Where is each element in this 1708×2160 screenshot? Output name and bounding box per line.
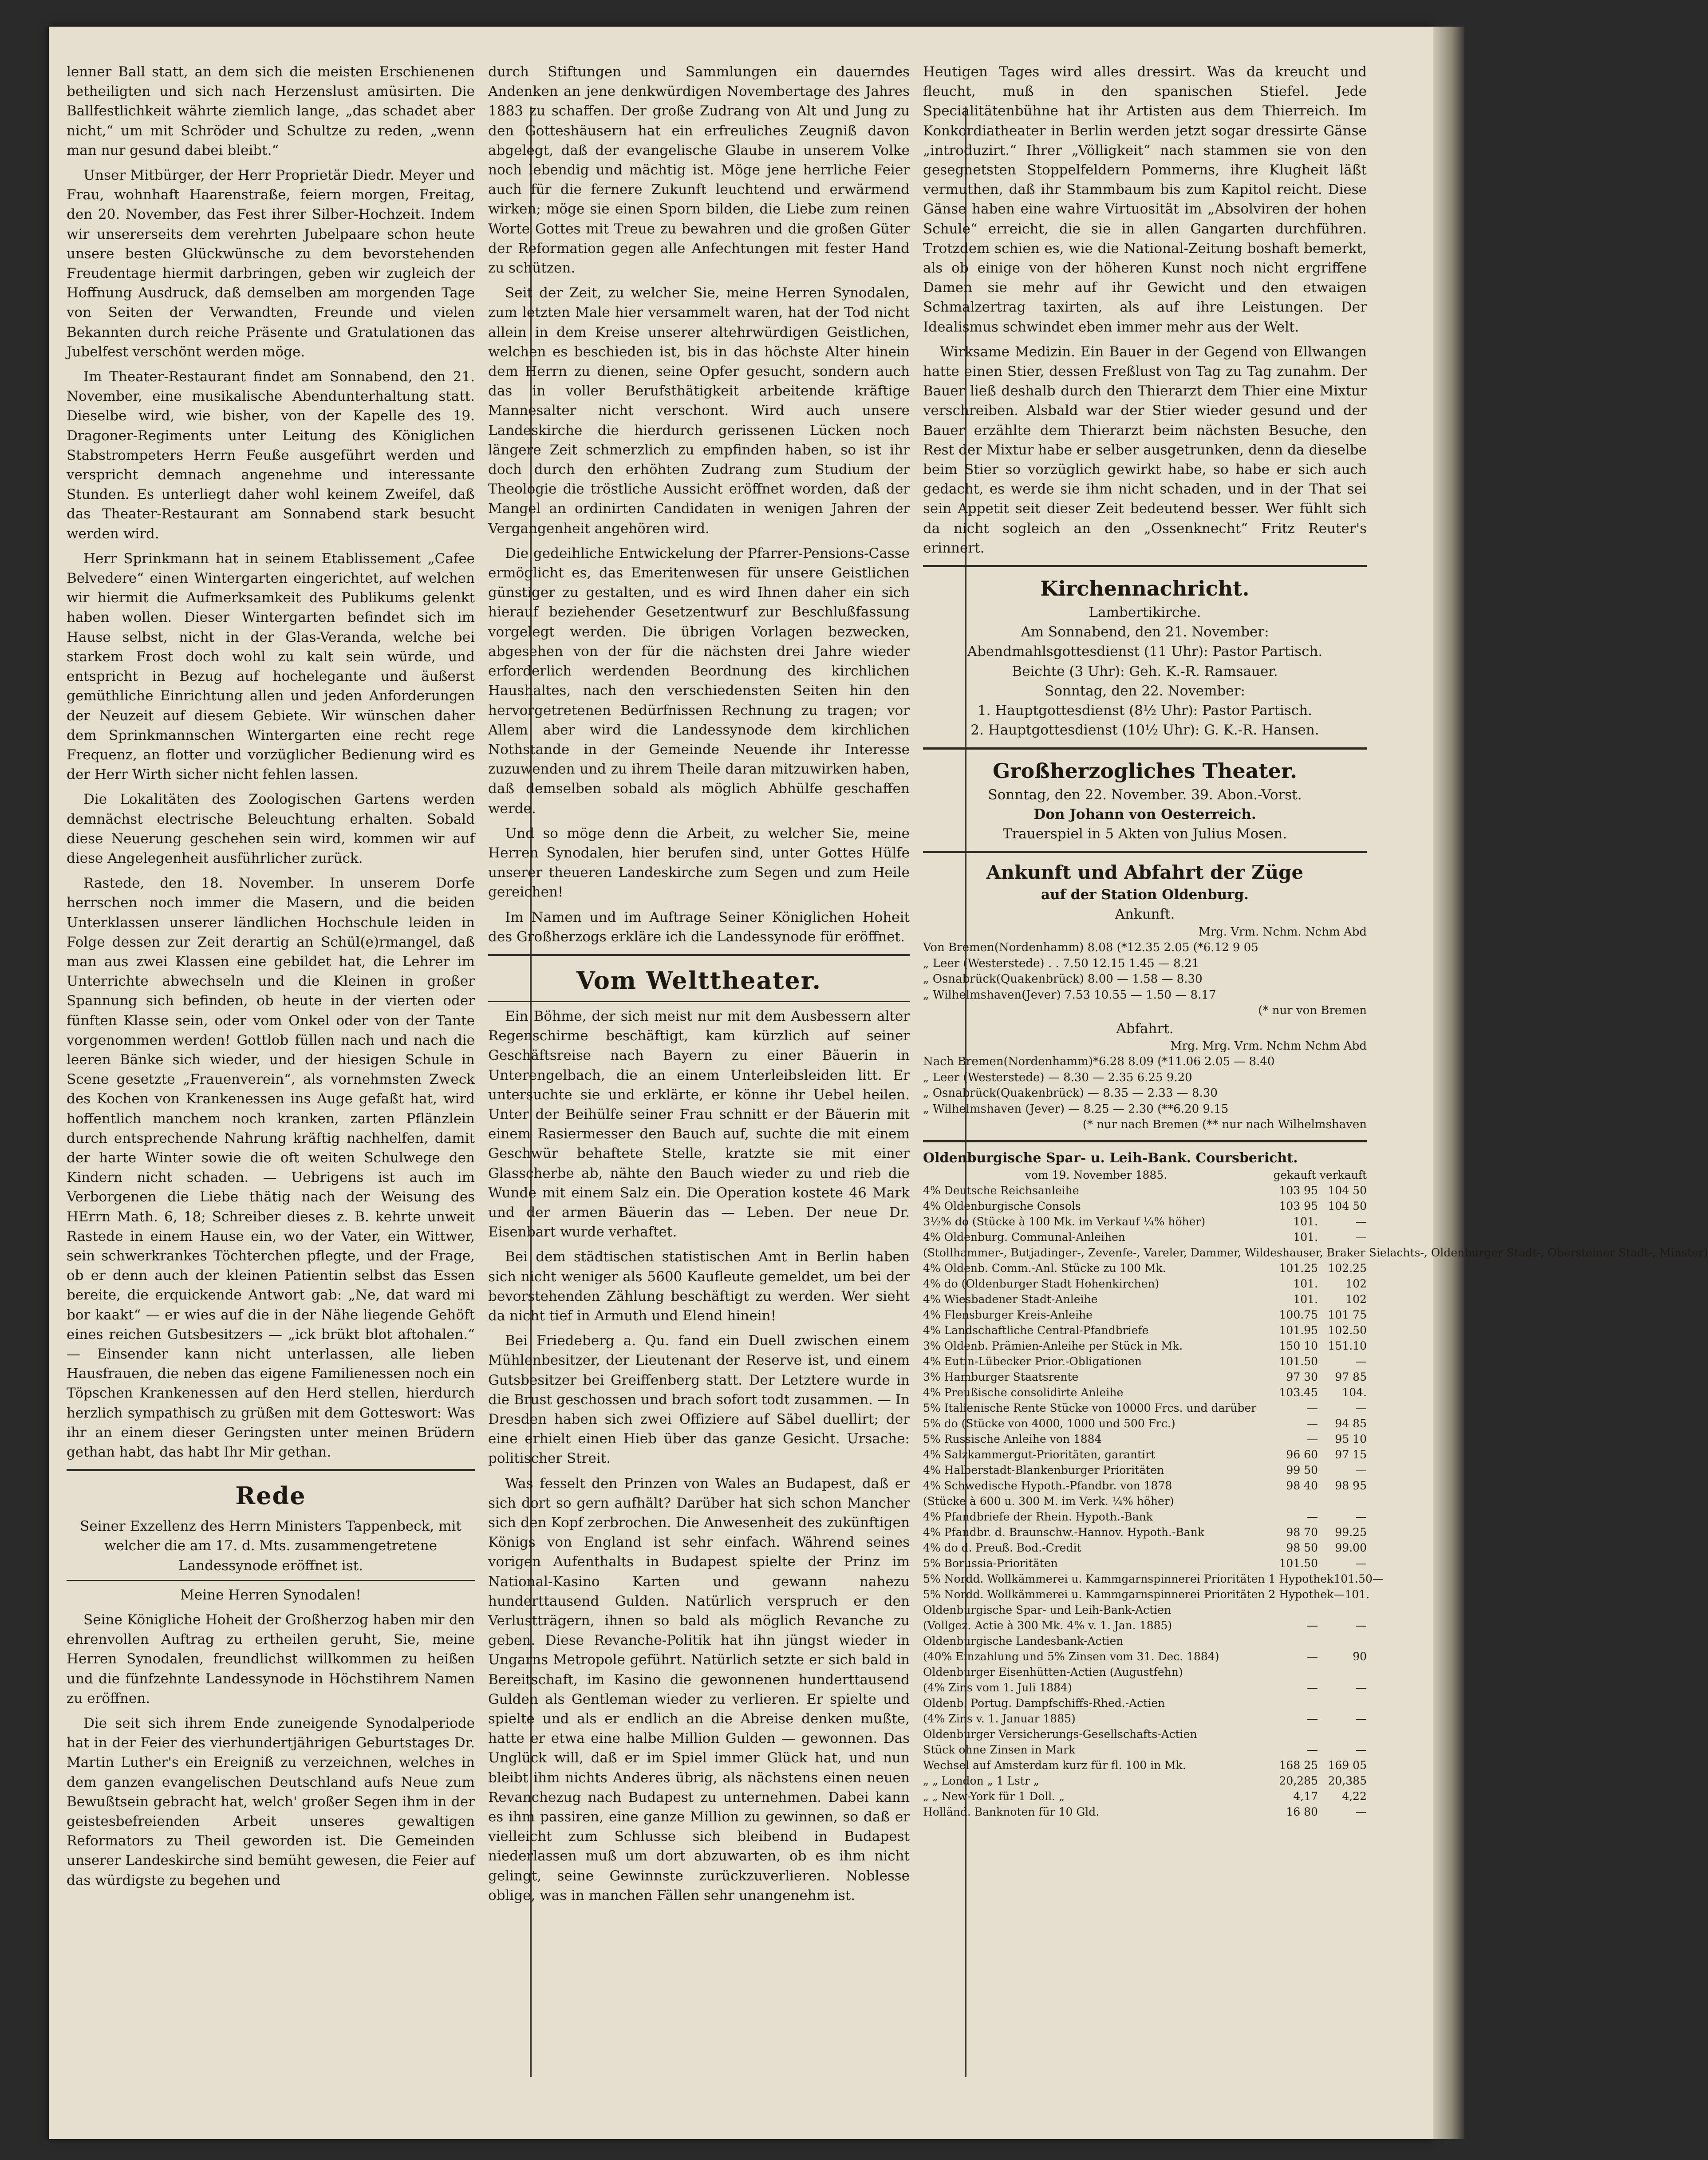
course-name: 4% Eutin-Lübecker Prior.-Obligationen xyxy=(923,1354,1142,1368)
rede-paragraph: Seine Königliche Hoheit der Großherzog haben mir den ehrenvollen Auftrag zu ertheilen geruht, Sie, meine Herren Synodalen, freundlichst willkommen zu heißen und die fünfzehnte Landessynode in Höchstihrem Namen zu eröffnen. xyxy=(67,1612,475,1706)
course-bought: 103 95 xyxy=(1279,1184,1318,1197)
course-bought: 101.25 xyxy=(1279,1261,1318,1275)
theater-line: Trauerspiel in 5 Akten von Julius Mosen. xyxy=(1002,825,1287,842)
course-sold: — xyxy=(1356,1230,1367,1244)
train-row: „ Leer (Westerstede) . . 7.50 12.15 1.45 — 8.21 xyxy=(923,956,1199,970)
course-row xyxy=(923,1540,1367,1556)
course-bought: 101.50 xyxy=(1279,1556,1318,1570)
course-sold: 101. xyxy=(1345,1587,1370,1601)
train-row: Von Bremen(Nordenhamm) 8.08 (*12.35 2.05 (*6.12 9 05 xyxy=(923,941,1258,955)
train-note: (* nur von Bremen xyxy=(1258,1004,1367,1018)
course-bought: 101. xyxy=(1293,1277,1318,1290)
course-name: 4% Oldenb. Comm.-Anl. Stücke zu 100 Mk. xyxy=(923,1261,1166,1275)
rede-paragraph: Und so möge denn die Arbeit, zu welcher Sie, meine Herren Synodalen, hier berufen sind, unter Gottes Hülfe unserer theueren Landeskirche zum Segen und zum Heile gereichen! xyxy=(488,825,910,900)
course-name: (40% Einzahlung und 5% Zinsen vom 31. Dec. 1884) xyxy=(923,1650,1219,1663)
theater-line: Sonntag, den 22. November. 39. Abon.-Vorst. xyxy=(988,786,1302,803)
course-sold: — xyxy=(1356,1215,1367,1228)
column-1 xyxy=(67,62,475,1895)
church-name: Lambertikirche. xyxy=(1089,604,1201,621)
course-bought: 101.50 xyxy=(1279,1354,1318,1368)
course-report-date: vom 19. November 1885. xyxy=(1025,1168,1168,1181)
rede-paragraph: durch Stiftungen und Sammlungen ein dauerndes Andenken an jene denkwürdigen Novembertage des Jahres 1883 zu schaffen. Der große Zudrang von Alt und Jung zu den Gotteshäusern hat ein erfreuliches Zeugniß davon abgelegt, daß der evangelische Glaube in unserem Volke noch lebendig und mächtig ist. Möge jene herrliche Feier auch für die fernere Zukunft leuchtend und erwärmend wirken; möge sie einen Sporn bilden, die Liebe zum reinen Worte Gottes mit Treue zu bewahren und die großen Güter der Reformation gegen alle Anfechtungen mit fester Hand zu schützen. xyxy=(488,64,910,276)
news-paragraph: Heutigen Tages wird alles dressirt. Was da kreucht und fleucht, muß in den spanischen Stiefel. Jede Specialitätenbühne hat ihr Artisten aus dem Thierreich. Im Konkordiatheater in Berlin werden jetzt sogar dressirte Gänse „introduzirt.“ Ihrer „Völligkeit“ nach stammen sie von den gesegnetsten Stoppelfeldern Pommerns, ihre Klugheit läßt vermuthen, daß ihr Stammbaum bis zum Kapitol reicht. Diese Gänse haben eine wahre Virtuosität im „Absolviren der hohen Schule“ erreicht, die sie in allen Gangarten durchführen. Trotzdem schien es, wie die National-Zeitung boshaft bemerkt, als ob einige von der höheren Kunst noch nicht ergriffene Damen sie mehr auf ihr Gewicht und den etwaigen Schmalzertrag taxirten, als auf ihre Leistungen. Der Idealismus schwindet eben immer mehr aus der Welt. xyxy=(923,64,1367,335)
course-bought: 98 70 xyxy=(1286,1525,1318,1539)
train-row: „ Leer (Westerstede) — 8.30 — 2.35 6.25 9.20 xyxy=(923,1070,1192,1084)
rede-title: Rede xyxy=(235,1481,306,1510)
course-row xyxy=(923,1587,1370,1602)
course-sold: 90 xyxy=(1353,1650,1367,1663)
course-bought: 101. xyxy=(1293,1292,1318,1306)
course-name: 3½% do (Stücke à 100 Mk. im Verkauf ¼% höher) xyxy=(923,1215,1206,1228)
course-bought: 97 30 xyxy=(1286,1370,1318,1383)
course-sold: 98 95 xyxy=(1335,1479,1367,1492)
course-sold: — xyxy=(1372,1572,1384,1585)
train-column-header: Mrg. Mrg. Vrm. Nchm Nchm Abd xyxy=(1170,1039,1367,1053)
course-name: (4% Zins vom 1. Juli 1884) xyxy=(923,1681,1072,1694)
course-row xyxy=(923,1354,1367,1369)
course-name: Oldenburger Versicherungs-Gesellschafts-Actien xyxy=(923,1727,1197,1741)
course-sold: 99.25 xyxy=(1335,1525,1367,1539)
course-row xyxy=(923,1198,1367,1214)
course-bought: 20,285 xyxy=(1279,1774,1318,1787)
theater-notice xyxy=(923,757,1367,844)
rede-paragraph: Im Namen und im Auftrage Seiner Königlichen Hoheit des Großherzogs erkläre ich die Landessynode für eröffnet. xyxy=(488,909,910,945)
course-sold: 102 xyxy=(1345,1277,1367,1290)
course-bought: — xyxy=(1307,1743,1318,1756)
course-report xyxy=(923,1149,1708,1820)
train-row: „ Wilhelmshaven(Jever) 7.53 10.55 — 1.50 — 8.17 xyxy=(923,988,1216,1002)
course-row xyxy=(923,1183,1367,1198)
course-row xyxy=(923,1509,1367,1524)
course-sold: — xyxy=(1356,1712,1367,1725)
course-row xyxy=(923,1742,1367,1757)
course-bought: 101.50 xyxy=(1333,1572,1373,1585)
course-sold xyxy=(1318,1695,1367,1711)
article-paragraph: Rastede, den 18. November. In unserem Dorfe herrschen noch immer die Masern, und die beiden Unterklassen unserer ländlichen Hochschule leiden in Folge dessen zur Zeit derartig an Schül(e)rmangel, daß man aus zwei Klassen eine gebildet hat, die Lehrer im Unterrichte abwechseln und die Kleinen in großer Spannung sich befinden, ob heute in der vierten oder fünften Klasse sein, oder vom Onkel oder von der Tante vorgenommen werden! Gottlob füllen nach und nach die leeren Bänke sich wieder, und der hiesigen Schule in Scene gesetzte „Frauenverein“, als vornehmsten Zweck des Kochen von Krankenessen ins Auge gefaßt hat, wird hoffentlich manchem noch kranken, zarten Pflänzlein durch entsprechende Nahrung kräftig nachhelfen, damit der harte Winter sowie die oft weiten Schulwege den Kindern nicht schaden. — Uebrigens ist auch im Verborgenen die Liebe thätig nach der Weisung des HErrn Math. 6, 18; Schreiber dieses z. B. kehrte unweit Rastede in einem Hause ein, wo der Vater, ein Wittwer, sein schwerkrankes Töchterchen pflegte, und der Frage, ob er denn auch der kleinen Patientin selbst das Essen bereite, die erquickende Antwort gab: „Ne, dat ward mi bor kaakt“ — er wies auf die in der Nähe liegende Gehöft eines reichen Gutsbesitzers — „ick brükt blot aftohalen.“ — Einsender kann nicht unterlassen, alle lieben Hausfrauen, die neben das eigene Familienessen noch ein Töpschen Krankenessen auf den Herd stellen, hierdurch herzlich sympathisch zu grüßen mit dem Gotteswort: Was ihr an einem dieser Geringsten unter meinen Brüdern gethan habt, das habt Ihr Mir gethan. xyxy=(67,875,475,1461)
course-bought: — xyxy=(1307,1401,1318,1414)
course-row xyxy=(923,1556,1367,1571)
course-name: 4% Oldenburgische Consols xyxy=(923,1199,1081,1212)
course-name: 4% Landschaftliche Central-Pfandbriefe xyxy=(923,1323,1149,1337)
course-name: Wechsel auf Amsterdam kurz für fl. 100 in Mk. xyxy=(923,1758,1186,1772)
church-line: Am Sonnabend, den 21. November: xyxy=(1021,624,1269,640)
course-sold: — xyxy=(1356,1510,1367,1523)
rede-paragraph: Die seit sich ihrem Ende zuneigende Synodalperiode hat in der Feier des vierhundertjährigen Geburtstages Dr. Martin Luther's ein Ereigniß zu verzeichnen, welches in dem ganzen evangelischen Deutschland aufs Neue zum Bewußtsein gebracht hat, welch' großer Segen ihm in der geistesbefreienden Arbeit unseres gewaltigen Reformators zu Theil geworden ist. Die Gemeinden unserer Landeskirche sind bemüht gewesen, die Feier auf das würdigste zu begehen und xyxy=(67,1715,475,1888)
course-bought: 103.45 xyxy=(1279,1386,1318,1399)
course-sold: 95 10 xyxy=(1335,1432,1367,1445)
course-bought: — xyxy=(1307,1432,1318,1445)
course-row xyxy=(923,1229,1367,1245)
course-sold: 20,385 xyxy=(1328,1774,1367,1787)
course-bought xyxy=(1269,1726,1318,1742)
course-bought: — xyxy=(1307,1681,1318,1694)
course-bought: — xyxy=(1307,1417,1318,1430)
course-row xyxy=(923,1571,1384,1587)
course-row xyxy=(923,1385,1367,1400)
arrival-header: Ankunft. xyxy=(1115,906,1175,923)
course-bought: — xyxy=(1307,1619,1318,1632)
course-sold: 104 50 xyxy=(1328,1184,1367,1197)
course-name: 3% Hamburger Staatsrente xyxy=(923,1370,1079,1383)
course-row xyxy=(923,1276,1367,1291)
course-row xyxy=(923,1711,1367,1726)
train-row: „ Osnabrück(Quakenbrück) — 8.35 — 2.33 — 8.30 xyxy=(923,1086,1218,1100)
course-report-columns: gekauft verkauft xyxy=(1273,1168,1367,1181)
course-sold: 169 05 xyxy=(1328,1758,1367,1772)
course-row xyxy=(923,1664,1367,1680)
course-name: 4% Schwedische Hypoth.-Pfandbr. von 1878 xyxy=(923,1479,1172,1492)
course-row xyxy=(923,1291,1367,1307)
course-bought: 101.95 xyxy=(1279,1323,1318,1337)
course-row xyxy=(923,1789,1367,1804)
course-sold xyxy=(1318,1664,1367,1680)
course-name: 4% Halberstadt-Blankenburger Prioritäten xyxy=(923,1463,1164,1477)
train-column-header: Mrg. Vrm. Nchm. Nchm Abd xyxy=(1199,925,1367,939)
course-sold xyxy=(1318,1602,1367,1618)
course-name: 5% Nordd. Wollkämmerei u. Kammgarnspinnerei Prioritäten 2 Hypothek xyxy=(923,1587,1334,1601)
course-sold: 4,22 xyxy=(1342,1789,1367,1803)
course-name: Oldenb. Portug. Dampfschiffs-Rhed.-Actien xyxy=(923,1696,1165,1710)
course-table xyxy=(923,1183,1708,1820)
course-sold: 102.25 xyxy=(1328,1261,1367,1275)
section-divider xyxy=(488,954,910,956)
course-row xyxy=(923,1680,1367,1695)
course-row xyxy=(923,1618,1367,1633)
course-bought: 168 25 xyxy=(1279,1758,1318,1772)
course-row xyxy=(923,1400,1367,1416)
rede-paragraph: Seit der Zeit, zu welcher Sie, meine Herren Synodalen, zum letzten Male hier versammelt waren, hat der Tod nicht allein in dem Kreise unserer altehrwürdigen Geistlichen, welchen es beschieden ist, bis in das höchste Alter hinein dem Herrn zu dienen, seine Opfer gesucht, sondern auch das in voller Berufsthätigkeit arbeitende kräftige Mannesalter nicht verschont. Wird auch unsere Landeskirche die hierdurch gerissenen Lücken noch längere Zeit schmerzlich zu empfinden haben, so ist ihr doch durch den erhöhten Zudrang zum Studium der Theologie die tröstliche Aussicht eröffnet worden, daß der Mangel an ordinirten Candidaten in wenigen Jahren der Vergangenheit angehören wird. xyxy=(488,285,910,537)
course-name: 5% Italienische Rente Stücke von 10000 Frcs. und darüber xyxy=(923,1401,1257,1414)
section-divider xyxy=(923,1140,1367,1142)
course-name: 5% Borussia-Prioritäten xyxy=(923,1556,1058,1570)
church-notice xyxy=(923,574,1367,740)
course-name: 4% Salzkammergut-Prioritäten, garantirt xyxy=(923,1448,1156,1461)
course-sold: 99.00 xyxy=(1335,1541,1367,1554)
church-line: 2. Hauptgottesdienst (10½ Uhr): G. K.-R. Hansen. xyxy=(970,722,1319,738)
course-bought: 101. xyxy=(1293,1230,1318,1244)
church-line: Sonntag, den 22. November: xyxy=(1045,683,1245,699)
course-sold: — xyxy=(1356,1619,1367,1632)
article-paragraph: Herr Sprinkmann hat in seinem Etablissement „Cafee Belvedere“ einen Wintergarten eingerichtet, auf welchen wir hiermit die Aufmerksamkeit des Publikums gelenkt haben wollen. Dieser Wintergarten befindet sich im Hause selbst, nicht in der Glas-Veranda, welche bei starkem Frost doch wohl zu kalt sein würde, und entspricht in Bezug auf hochelegante und äußerst gemüthliche Einrichtung allen und jeden Anforderungen der Neuzeit auf diesem Gebiete. Wir wünschen daher dem Sprinkmannschen Wintergarten eine recht rege Frequenz, an flotter und vorzüglicher Bedienung wird es der Herr Wirth sicher nicht fehlen lassen. xyxy=(67,550,475,783)
course-sold: — xyxy=(1356,1681,1367,1694)
course-report-title: Oldenburgische Spar- u. Leih-Bank. Coursbericht. xyxy=(923,1150,1298,1166)
course-sold xyxy=(1318,1493,1367,1509)
news-paragraph: Wirksame Medizin. Ein Bauer in der Gegend von Ellwangen hatte einen Stier, dessen Freßlust von Tag zu Tag zunahm. Der Bauer ließ deshalb durch den Thierarzt dem Thier eine Mixtur verschreiben. Alsbald war der Stier wieder gesund und der Bauer erzählte dem Thierarzt beim nächsten Besuche, den Rest der Mixtur habe er selber ausgetrunken, denn da dieselbe beim Stier so vorzüglich gewirkt habe, so habe er sich auch gedacht, es werde sie ihm nicht schaden, und in der That sei sein Appetit seit dieser Zeit bedeutend besser. Wer fühlt sich da nicht sogleich an den „Ossenknecht“ Fritz Reuter's erinnert. xyxy=(923,344,1367,556)
course-bought xyxy=(1269,1602,1318,1618)
article-paragraph: Im Theater-Restaurant findet am Sonnabend, den 21. November, eine musikalische Abendunterhaltung statt. Dieselbe wird, wie bisher, von der Kapelle des 19. Dragoner-Regiments unter Leitung des Königlichen Stabstrompeters Herrn Feuße ausgeführt werden und verspricht demnach angenehme und interessante Stunden. Es unterliegt daher wohl keinem Zweifel, daß das Theater-Restaurant am Sonnabend stark besucht werden wird. xyxy=(67,369,475,542)
church-notice-title: Kirchennachricht. xyxy=(1040,577,1250,601)
course-name: Holländ. Banknoten für 10 Gld. xyxy=(923,1805,1100,1818)
news-paragraph: Bei dem städtischen statistischen Amt in Berlin haben sich nicht weniger als 5600 Kaufleute gemeldet, um bei der bevorstehenden Zählung beschäftigt zu werden. Wer sieht da nicht tief in Armuth und Elend hinein! xyxy=(488,1249,910,1324)
course-sold: 97 15 xyxy=(1335,1448,1367,1461)
course-row xyxy=(923,1695,1367,1711)
course-bought: 101. xyxy=(1293,1215,1318,1228)
course-bought xyxy=(1269,1633,1318,1649)
course-row xyxy=(923,1338,1367,1354)
course-sold: 104. xyxy=(1342,1386,1367,1399)
course-row xyxy=(923,1602,1367,1618)
course-sold: 94 85 xyxy=(1335,1417,1367,1430)
course-sold: — xyxy=(1356,1463,1367,1477)
church-line: 1. Hauptgottesdienst (8½ Uhr): Pastor Partisch. xyxy=(977,703,1313,719)
course-name: Oldenburgische Spar- und Leih-Bank-Actien xyxy=(923,1603,1172,1616)
course-row xyxy=(923,1214,1367,1229)
course-row xyxy=(923,1307,1367,1323)
course-name: 4% Pfandbriefe der Rhein. Hypoth.-Bank xyxy=(923,1510,1153,1523)
course-name: 4% do (Oldenburger Stadt Hohenkirchen) xyxy=(923,1277,1160,1290)
course-sold: 97 85 xyxy=(1335,1370,1367,1383)
course-row xyxy=(923,1245,1708,1260)
course-name: 4% do d. Preuß. Bod.-Credit xyxy=(923,1541,1081,1554)
course-name: (Stollhammer-, Butjadinger-, Zevenfe-, Vareler, Dammer, Wildeshauser, Braker Sielachts-, Oldenburger Stadt-, Obersteiner Stadt-, Minster) xyxy=(923,1246,1708,1259)
course-bought xyxy=(1269,1664,1318,1680)
train-title: Ankunft und Abfahrt der Züge xyxy=(986,861,1304,884)
course-bought: 16 80 xyxy=(1286,1805,1318,1818)
course-row xyxy=(923,1447,1367,1462)
course-row xyxy=(923,1260,1367,1276)
course-bought: 4,17 xyxy=(1293,1789,1318,1803)
course-row xyxy=(923,1478,1367,1493)
rede-salutation: Meine Herren Synodalen! xyxy=(180,1587,361,1603)
course-row xyxy=(923,1323,1367,1338)
section-divider xyxy=(923,565,1367,567)
course-name: (Stücke à 600 u. 300 M. im Verk. ¼% höher) xyxy=(923,1494,1174,1508)
course-name: 4% Deutsche Reichsanleihe xyxy=(923,1184,1079,1197)
train-row: Nach Bremen(Nordenhamm)*6.28 8.09 (*11.06 2.05 — 8.40 xyxy=(923,1055,1275,1069)
course-sold: 151.10 xyxy=(1328,1339,1367,1352)
church-line: Abendmahlsgottesdienst (11 Uhr): Pastor Partisch. xyxy=(967,644,1323,660)
course-name: 4% Wiesbadener Stadt-Anleihe xyxy=(923,1292,1098,1306)
course-name: 4% Oldenburg. Communal-Anleihen xyxy=(923,1230,1126,1244)
course-sold: — xyxy=(1356,1556,1367,1570)
divider xyxy=(488,1001,910,1002)
article-paragraph: Unser Mitbürger, der Herr Proprietär Diedr. Meyer und Frau, wohnhaft Haarenstraße, feiern morgen, Freitag, den 20. November, das Fest ihrer Silber-Hochzeit. Indem wir unsererseits dem verehrten Jubelpaare schon heute unsere besten Glückwünsche zu dem bevorstehenden Freudentage hiermit darbringen, geben wir zugleich der Hoffnung Ausdruck, daß demselben am morgenden Tage von Seiten der Verwandten, Freunde und vielen Bekannten durch reiche Präsente und Gratulationen das Jubelfest verschönt werden möge. xyxy=(67,167,475,360)
course-name: 4% Pfandbr. d. Braunschw.-Hannov. Hypoth.-Bank xyxy=(923,1525,1204,1539)
course-report-subheader xyxy=(923,1167,1367,1183)
course-bought: 98 50 xyxy=(1286,1541,1318,1554)
course-sold: 104 50 xyxy=(1328,1199,1367,1212)
course-row xyxy=(923,1493,1367,1509)
church-line: Beichte (3 Uhr): Geh. K.-R. Ramsauer. xyxy=(1012,663,1278,679)
course-bought: 150 10 xyxy=(1279,1339,1318,1352)
course-row xyxy=(923,1804,1367,1820)
course-name: 5% Russische Anleihe von 1884 xyxy=(923,1432,1102,1445)
course-bought: — xyxy=(1307,1650,1318,1663)
course-bought: — xyxy=(1333,1587,1345,1601)
course-name: (4% Zins v. 1. Januar 1885) xyxy=(923,1712,1076,1725)
rede-subtitle: Seiner Exzellenz des Herrn Ministers Tappenbeck, mit welcher die am 17. d. Mts. zusammengetretene Landessynode eröffnet ist. xyxy=(80,1518,462,1574)
course-bought: — xyxy=(1307,1712,1318,1725)
train-schedule xyxy=(923,860,1367,1133)
news-paragraph: Bei Friedeberg a. Qu. fand ein Duell zwischen einem Mühlenbesitzer, der Lieutenant der Reserve ist, und einem Gutsbesitzer bei Greiffenberg statt. Der Letztere wurde in die Brust geschossen und brach sofort todt zusammen. — In Dresden haben sich zwei Offiziere auf Säbel duellirt; der eine erhielt einen Hieb über das ganze Gesicht. Ursache: politischer Streit. xyxy=(488,1333,910,1467)
course-row xyxy=(923,1431,1367,1447)
column-2 xyxy=(488,62,910,1911)
course-sold: — xyxy=(1356,1354,1367,1368)
course-row xyxy=(923,1757,1367,1773)
course-name: Oldenburger Eisenhütten-Actien (Augustfehn) xyxy=(923,1665,1183,1678)
course-row xyxy=(923,1649,1367,1664)
course-name: 4% Flensburger Kreis-Anleihe xyxy=(923,1308,1093,1321)
course-name: 3% Oldenb. Prämien-Anleihe per Stück in Mk. xyxy=(923,1339,1183,1352)
course-bought: 98 40 xyxy=(1286,1479,1318,1492)
section-divider xyxy=(923,851,1367,853)
course-row xyxy=(923,1369,1367,1385)
course-sold: — xyxy=(1356,1743,1367,1756)
departure-header: Abfahrt. xyxy=(1116,1020,1174,1037)
theater-play: Don Johann von Oesterreich. xyxy=(1033,806,1256,822)
news-paragraph: Was fesselt den Prinzen von Wales an Budapest, daß er sich dort so gern aufhält? Darüber hat sich schon Mancher sich den Kopf zerbrochen. Die Anwesenheit des zukünftigen Königs von England ist sehr einfach. Während seines vorigen Aufenthalts in Budapest spielte der Prinz im National-Kasino Karten und gewann nahezu hunderttausend Gulden. Natürlich verspruch er den Verlustträgern, ihnen so bald als möglich Revanche zu geben. Diese Revanche-Politik hat ihn jüngst wieder in Ungarns Metropole geführt. Natürlich setzte er sich bald in Bereitschaft, im Kasino die gewonnenen hunderttausend Gulden als Gentleman wieder zu verlieren. Er spielte und spielte und als er endlich an die Abreise denken mußte, hatte er etwa eine halbe Million Gulden — gewonnen. Das Unglück will, daß er im Spiel immer Glück hat, und nun bleibt ihm nichts Anderes übrig, als nächstens einen neuen Revanchezug nach Budapest zu unternehmen. Dabei kann es ihm passiren, eine ganze Million zu gewinnen, so daß er vielleicht zum Schlusse sich bleibend in Budapest niederlassen muß um dort abzuwarten, ob es ihm nicht gelingt, seine Gewinnste zurückzuverlieren. Noblesse oblige, was in manchen Fällen sehr unangenehm ist. xyxy=(488,1475,910,1903)
course-bought: 103 95 xyxy=(1279,1199,1318,1212)
course-name: 5% Nordd. Wollkämmerei u. Kammgarnspinnerei Prioritäten 1 Hypothek xyxy=(923,1572,1334,1585)
course-sold: 102 xyxy=(1345,1292,1367,1306)
course-row xyxy=(923,1416,1367,1431)
course-bought xyxy=(1269,1695,1318,1711)
news-paragraph: Ein Böhme, der sich meist nur mit dem Ausbessern alter Regenschirme beschäftigt, kam kürzlich auf seiner Geschäftsreise nach Bayern zu einer Bäuerin in Unterengelbach, die an einem Unterleibsleiden litt. Er untersuchte sie und erklärte, er könne ihr Uebel heilen. Unter der Beihülfe seiner Frau schnitt er der Bäuerin mit einem Rasiermesser den Bauch auf, suchte die mit einem Geschwür behaftete Stelle, kratzte sie mit einer Glasscherbe ab, nähte den Bauch wieder zu und rieb die Wunde mit einem Salz ein. Die Operation kostete 46 Mark und der armen Bäuerin das — Leben. Der neue Dr. Eisenbart wurde verhaftet. xyxy=(488,1008,910,1240)
course-bought xyxy=(1269,1493,1318,1509)
book-edge xyxy=(1433,27,1464,2139)
article-paragraph: lenner Ball statt, an dem sich die meisten Erschienenen betheiligten und sich nach Herzenslust amüsirten. Die Ballfestlichkeit währte ziemlich lange, „das schadet aber nicht,“ um mit Schröder und Schultze zu reden, „wenn man nur gesund dabei bleibt.“ xyxy=(67,64,475,158)
train-row: „ Osnabrück(Quakenbrück) 8.00 — 1.58 — 8.30 xyxy=(923,972,1203,986)
course-sold xyxy=(1318,1726,1367,1742)
course-name: 4% Preußische consolidirte Anleihe xyxy=(923,1386,1124,1399)
column-3 xyxy=(923,62,1708,1820)
course-sold: — xyxy=(1356,1401,1367,1414)
article-paragraph: Die Lokalitäten des Zoologischen Gartens werden demnächst electrische Beleuchtung erhalten. Sobald diese Neuerung geschehen sein wird, kommen wir auf diese Angelegenheit ausführlicher zurück. xyxy=(67,791,475,866)
course-name: „ „ New-York für 1 Doll. „ xyxy=(923,1789,1065,1803)
course-bought: 100.75 xyxy=(1279,1308,1318,1321)
course-bought: 99 50 xyxy=(1286,1463,1318,1477)
course-row xyxy=(923,1462,1367,1478)
course-name: Oldenburgische Landesbank-Actien xyxy=(923,1634,1124,1647)
course-name: 5% do (Stücke von 4000, 1000 und 500 Frc.) xyxy=(923,1417,1175,1430)
section-divider xyxy=(67,1469,475,1471)
train-row: „ Wilhelmshaven (Jever) — 8.25 — 2.30 (**6.20 9.15 xyxy=(923,1102,1229,1116)
course-name: „ „ London „ 1 Lstr „ xyxy=(923,1774,1039,1787)
course-name: Stück ohne Zinsen in Mark xyxy=(923,1743,1076,1756)
course-sold xyxy=(1318,1633,1367,1649)
course-bought: — xyxy=(1307,1510,1318,1523)
train-note: (* nur nach Bremen (** nur nach Wilhelmshaven xyxy=(1082,1118,1367,1132)
course-sold: 102.50 xyxy=(1328,1323,1367,1337)
course-bought: 96 60 xyxy=(1286,1448,1318,1461)
course-row xyxy=(923,1524,1367,1540)
course-name: (Vollgez. Actie à 300 Mk. 4% v. 1. Jan. 1885) xyxy=(923,1619,1172,1632)
course-sold: — xyxy=(1356,1805,1367,1818)
welttheater-title: Vom Welttheater. xyxy=(576,966,822,995)
course-row xyxy=(923,1726,1367,1742)
divider xyxy=(67,1580,475,1581)
theater-title: Großherzogliches Theater. xyxy=(993,758,1297,783)
course-row xyxy=(923,1773,1367,1789)
train-subtitle: auf der Station Oldenburg. xyxy=(1041,887,1249,903)
rede-paragraph: Die gedeihliche Entwickelung der Pfarrer-Pensions-Casse ermöglicht es, das Emeritenwesen für unsere Geistlichen günstiger zu gestalten, und es wird Ihnen daher ein sich hierauf beziehender Gesetzentwurf zur Beschlußfassung vorgelegt werden. Die übrigen Vorlagen bezwecken, abgesehen von der für die nächsten drei Jahre wieder erforderlich werdenden Beordnung des kirchlichen Haushaltes, nach den verschiedensten Seiten hin den hervorgetretenen Bedürfnissen Rechnung zu tragen; vor Allem aber wird die Landessynode dem kirchlichen Nothstande in der Gemeinde Neuende ihr Interesse zuzuwenden und zu ihrem Theile daran mitzuwirken haben, daß demselben sobald als möglich Abhülfe geschaffen werde. xyxy=(488,545,910,817)
course-sold: 101 75 xyxy=(1328,1308,1367,1321)
course-row xyxy=(923,1633,1367,1649)
section-divider xyxy=(923,747,1367,750)
